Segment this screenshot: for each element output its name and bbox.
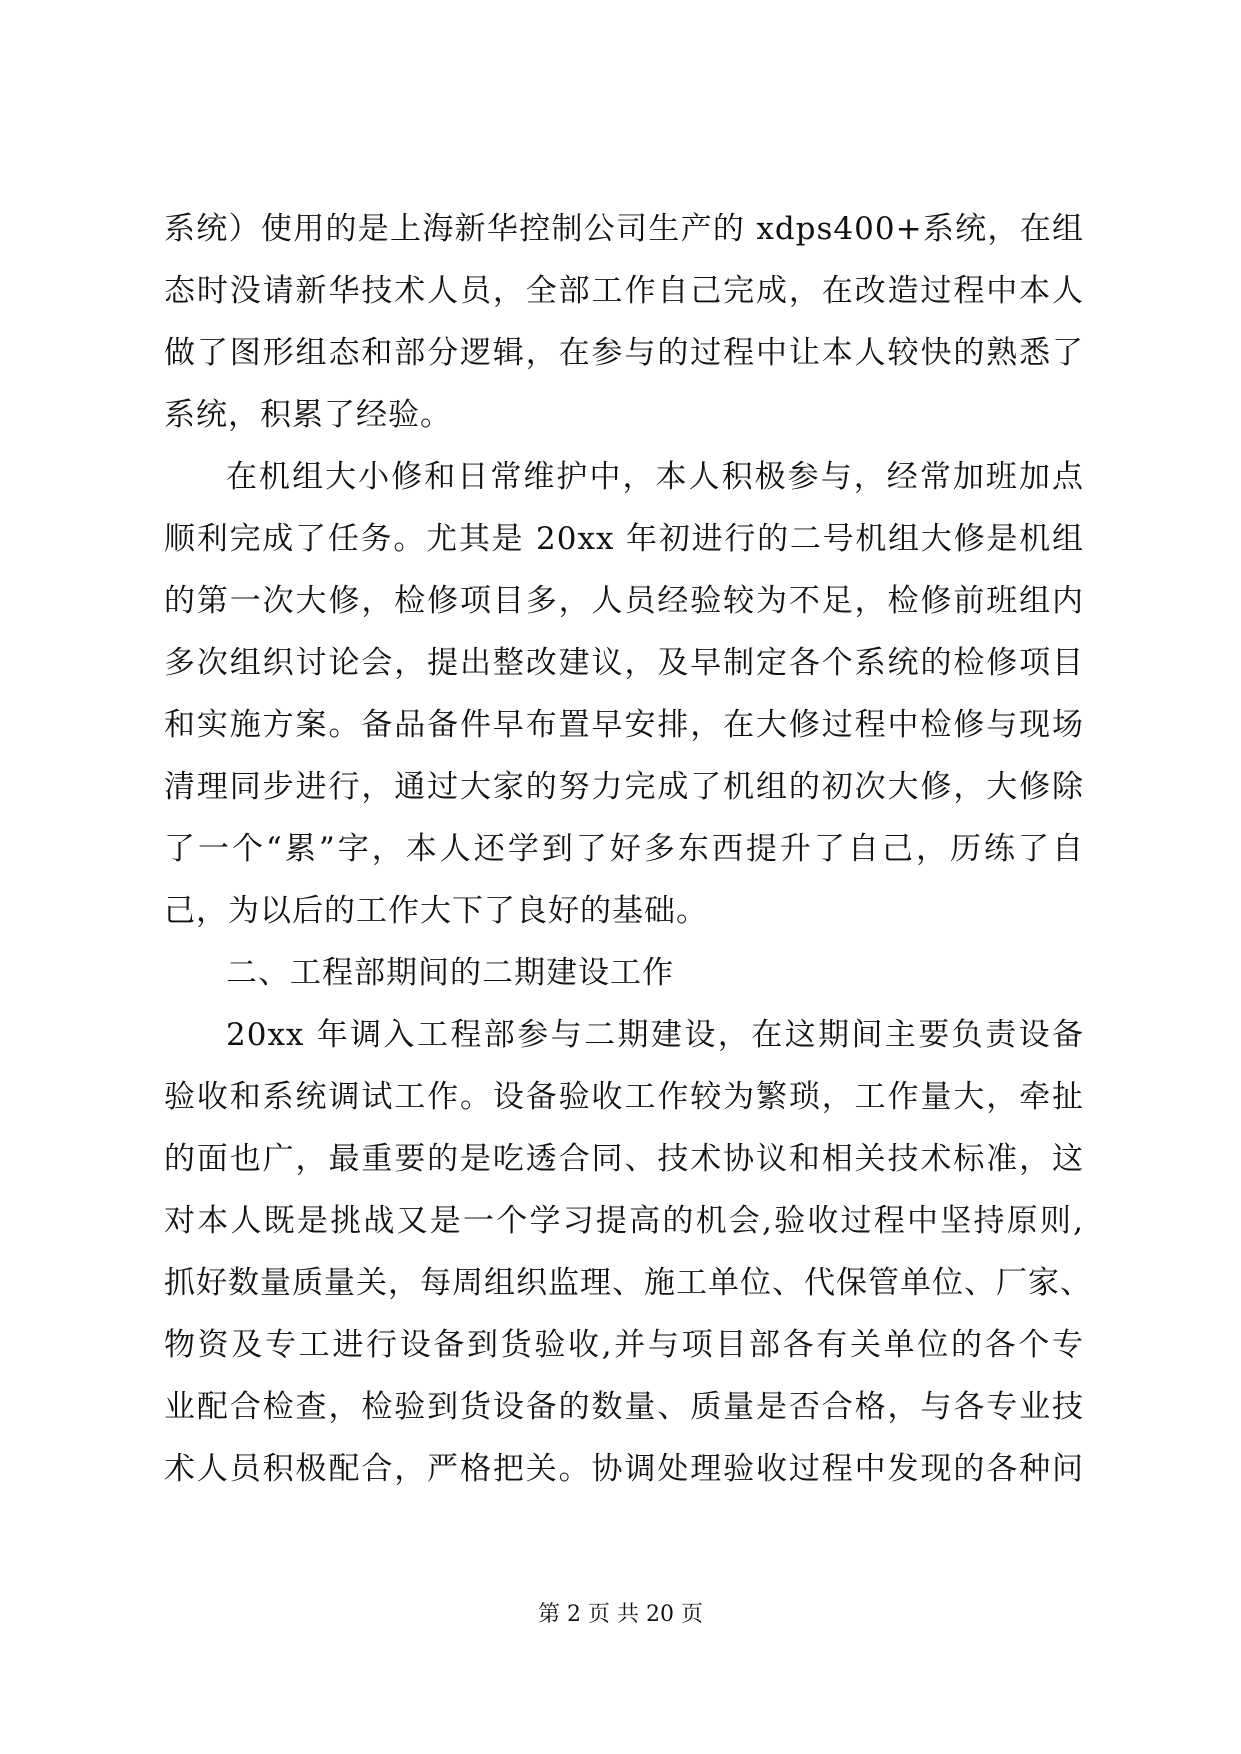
text-line: 顺利完成了任务。尤其是 20xx 年初进行的二号机组大修是机组 bbox=[164, 521, 1084, 557]
text-line: 多次组织讨论会，提出整改建议，及早制定各个系统的检修项目 bbox=[164, 645, 1084, 681]
text-line: 态时没请新华技术人员，全部工作自己完成，在改造过程中本人 bbox=[164, 273, 1084, 309]
text-line: 业配合检查，检验到货设备的数量、质量是否合格，与各专业技 bbox=[164, 1389, 1084, 1425]
text-line: 验收和系统调试工作。设备验收工作较为繁琐，工作量大，牵扯 bbox=[164, 1079, 1084, 1115]
section-heading: 二、工程部期间的二期建设工作 bbox=[226, 955, 674, 991]
page-footer: 第 2 页 共 20 页 bbox=[538, 1602, 703, 1627]
text-line: 了一个“累”字，本人还学到了好多东西提升了自己，历练了自 bbox=[164, 831, 1084, 867]
paragraph-first-line: 20xx 年调入工程部参与二期建设，在这期间主要负责设备 bbox=[226, 1017, 1084, 1053]
text-line: 和实施方案。备品备件早布置早安排，在大修过程中检修与现场 bbox=[164, 707, 1084, 743]
text-line: 术人员积极配合，严格把关。协调处理验收过程中发现的各种问 bbox=[164, 1451, 1084, 1487]
text-line: 的第一次大修，检修项目多，人员经验较为不足，检修前班组内 bbox=[164, 583, 1084, 619]
text-line: 的面也广，最重要的是吃透合同、技术协议和相关技术标准，这 bbox=[164, 1141, 1084, 1177]
text-line: 对本人既是挑战又是一个学习提高的机会,验收过程中坚持原则, bbox=[164, 1203, 1084, 1239]
text-line: 系统，积累了经验。 bbox=[164, 397, 452, 433]
text-line: 做了图形组态和部分逻辑，在参与的过程中让本人较快的熟悉了 bbox=[164, 335, 1084, 371]
text-line: 己，为以后的工作大下了良好的基础。 bbox=[164, 893, 708, 929]
text-line: 清理同步进行，通过大家的努力完成了机组的初次大修，大修除 bbox=[164, 769, 1084, 805]
text-line: 系统）使用的是上海新华控制公司生产的 xdps400+系统，在组 bbox=[164, 211, 1084, 247]
text-line: 物资及专工进行设备到货验收,并与项目部各有关单位的各个专 bbox=[164, 1327, 1084, 1363]
paragraph-first-line: 在机组大小修和日常维护中，本人积极参与，经常加班加点 bbox=[226, 459, 1084, 495]
text-line: 抓好数量质量关，每周组织监理、施工单位、代保管单位、厂家、 bbox=[164, 1265, 1092, 1301]
